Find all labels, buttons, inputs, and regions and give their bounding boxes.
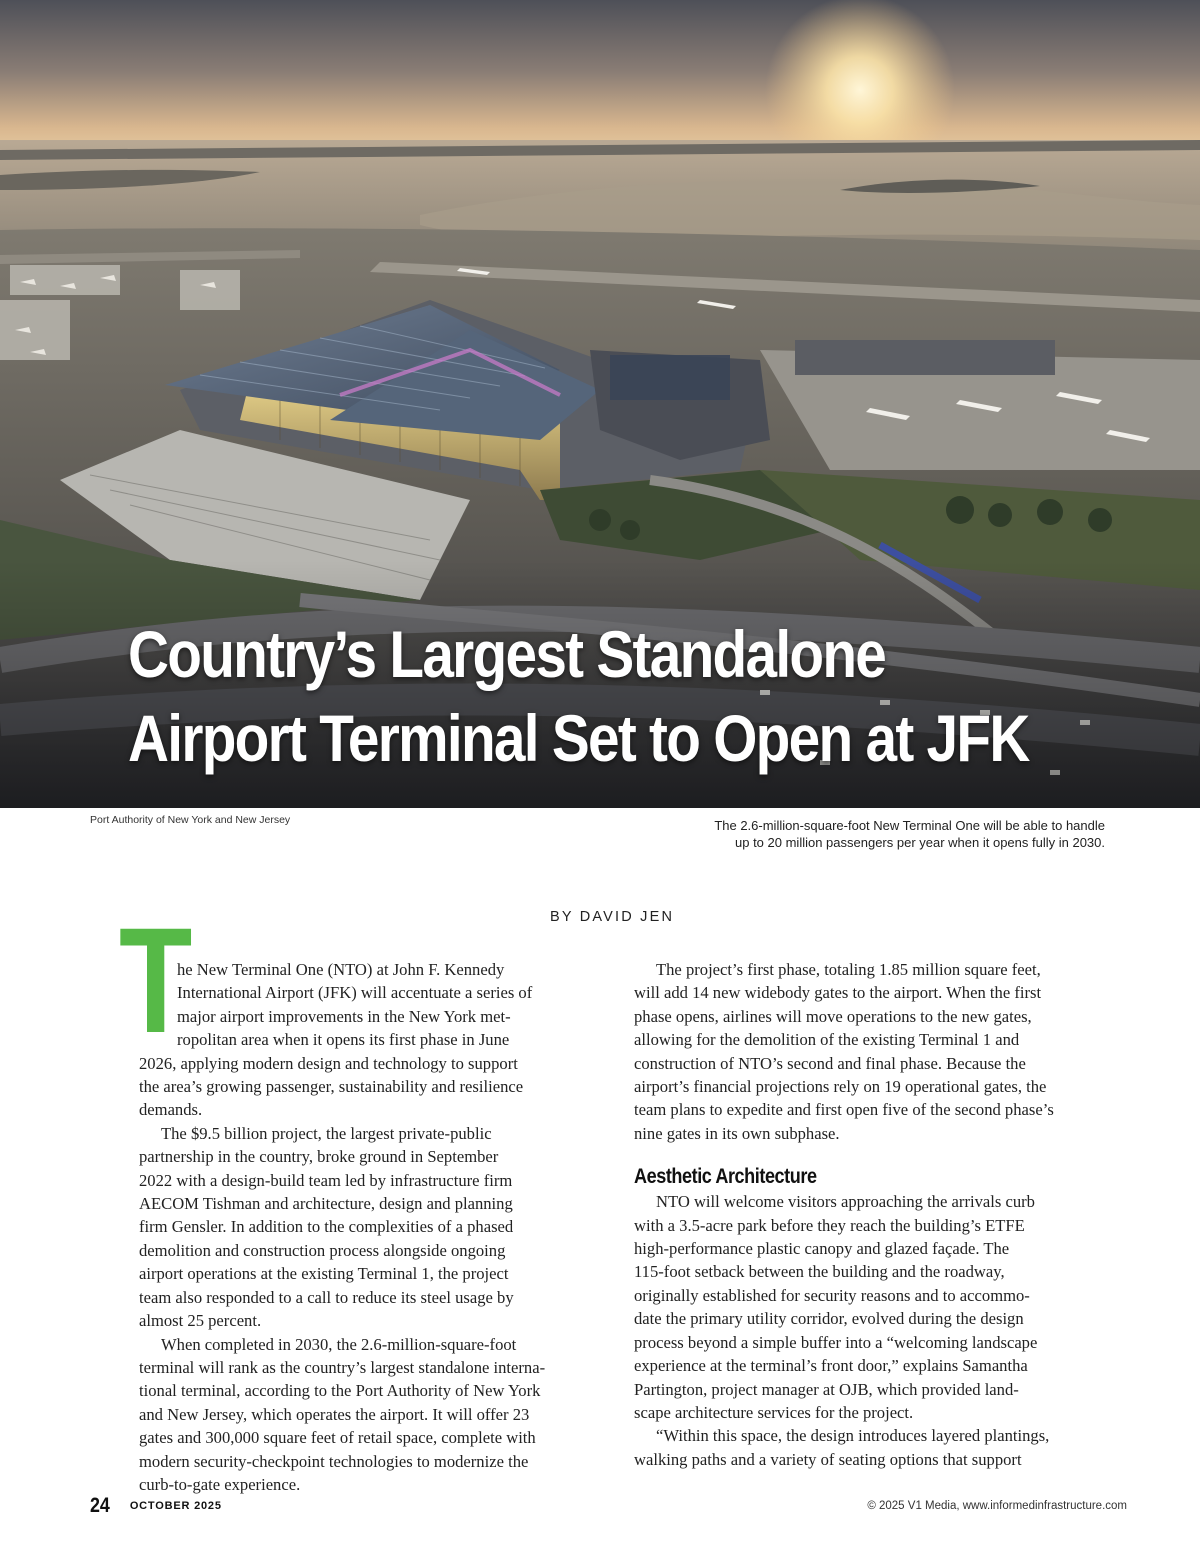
photo-caption	[585, 817, 1105, 851]
paragraph	[634, 1190, 1104, 1424]
text-line: originally established for security reasons and to accommo-	[634, 1285, 1030, 1305]
headline-line-2: Airport Terminal Set to Open at JFK	[128, 701, 1029, 775]
text-line: 115-foot setback between the building and the roadway,	[634, 1262, 1005, 1282]
text-line: partnership in the country, broke ground in September	[139, 1147, 499, 1167]
article-headline	[128, 612, 1040, 780]
text-line: demands.	[139, 1100, 203, 1120]
text-line: gates and 300,000 square feet of retail space, complete with	[139, 1428, 536, 1448]
issue-date: OCTOBER 2025	[129, 1500, 222, 1512]
text-line: The project’s first phase, totaling 1.85 million square feet,	[656, 960, 1041, 979]
text-line: team also responded to a call to reduce its steel usage by	[139, 1287, 514, 1307]
text-line: The $9.5 billion project, the largest private-public	[161, 1123, 492, 1143]
text-line: the area’s growing passenger, sustainability and resilience	[139, 1077, 524, 1097]
text-line: International Airport (JFK) will accentuate a series of	[177, 983, 533, 1003]
paragraph	[139, 1122, 605, 1333]
text-line: allowing for the demolition of the existing Terminal 1 and	[634, 1030, 1020, 1050]
text-line: 2026, applying modern design and technology to support	[139, 1053, 518, 1073]
text-line: curb-to-gate experience.	[139, 1474, 301, 1494]
text-line: process beyond a simple buffer into a “welcoming landscape	[634, 1332, 1038, 1352]
text-line: Partington, project manager at OJB, which provided land-	[634, 1379, 1019, 1399]
text-line: and New Jersey, which operates the airport. It will offer 23	[139, 1404, 530, 1424]
column-left	[139, 958, 605, 1496]
text-line: construction of NTO’s second and final phase. Because the	[634, 1053, 1026, 1073]
text-line: high-performance plastic canopy and glazed façade. The	[634, 1239, 1010, 1259]
paragraph	[139, 958, 605, 1122]
drop-cap: T	[119, 896, 193, 1064]
text-line: with a 3.5-acre park before they reach the building’s ETFE	[634, 1215, 1025, 1235]
text-line: he New Terminal One (NTO) at John F. Kennedy	[177, 960, 505, 979]
text-line: demolition and construction process alongside ongoing	[139, 1240, 506, 1260]
text-line: date the primary utility corridor, evolved during the design	[634, 1309, 1024, 1329]
headline-line-1: Country’s Largest Standalone	[128, 617, 886, 691]
text-line: NTO will welcome visitors approaching the arrivals curb	[656, 1192, 1035, 1212]
text-line: ropolitan area when it opens its first phase in June	[177, 1030, 510, 1050]
text-line: experience at the terminal’s front door,” explains Samantha	[634, 1356, 1028, 1376]
text-line: airport’s financial projections rely on 19 operational gates, the	[634, 1077, 1047, 1097]
text-line: When completed in 2030, the 2.6-million-square-foot	[161, 1334, 517, 1354]
section-subhead: Aesthetic Architecture	[634, 1165, 817, 1189]
text-line: AECOM Tishman and architecture, design and planning	[139, 1194, 513, 1214]
text-line: airport operations at the existing Terminal 1, the project	[139, 1264, 509, 1284]
text-line: nine gates in its own subphase.	[634, 1123, 840, 1143]
copyright-notice: © 2025 V1 Media, www.informedinfrastructure.com	[867, 1500, 1127, 1512]
caption-line: up to 20 million passengers per year when it opens fully in 2030.	[735, 835, 1105, 850]
text-line: “Within this space, the design introduces layered plantings,	[656, 1426, 1050, 1446]
byline: BY DAVID JEN	[550, 909, 675, 925]
text-line: almost 25 percent.	[139, 1311, 262, 1331]
caption-line: The 2.6-million-square-foot New Terminal One will be able to handle	[714, 818, 1105, 833]
text-line: terminal will rank as the country’s largest standalone interna-	[139, 1357, 546, 1377]
text-line: major airport improvements in the New York met-	[177, 1006, 511, 1026]
page-number: 24	[90, 1494, 110, 1517]
text-line: team plans to expedite and first open five of the second phase’s	[634, 1100, 1054, 1120]
text-line: modern security-checkpoint technologies to modernize the	[139, 1451, 529, 1471]
text-line: tional terminal, according to the Port Authority of New York	[139, 1381, 541, 1401]
paragraph	[634, 958, 1104, 1145]
text-line: phase opens, airlines will move operations to the new gates,	[634, 1006, 1032, 1026]
photo-credit: Port Authority of New York and New Jersey	[90, 814, 291, 826]
paragraph	[634, 1424, 1104, 1471]
text-line: will add 14 new widebody gates to the airport. When the first	[634, 983, 1042, 1003]
text-line: walking paths and a variety of seating options that support	[634, 1449, 1022, 1469]
text-line: firm Gensler. In addition to the complexities of a phased	[139, 1217, 514, 1237]
text-line: 2022 with a design-build team led by infrastructure firm	[139, 1170, 513, 1190]
page-footer-left	[90, 1494, 222, 1518]
text-line: scape architecture services for the project.	[634, 1402, 914, 1422]
column-right	[634, 958, 1104, 1471]
paragraph	[139, 1333, 605, 1497]
